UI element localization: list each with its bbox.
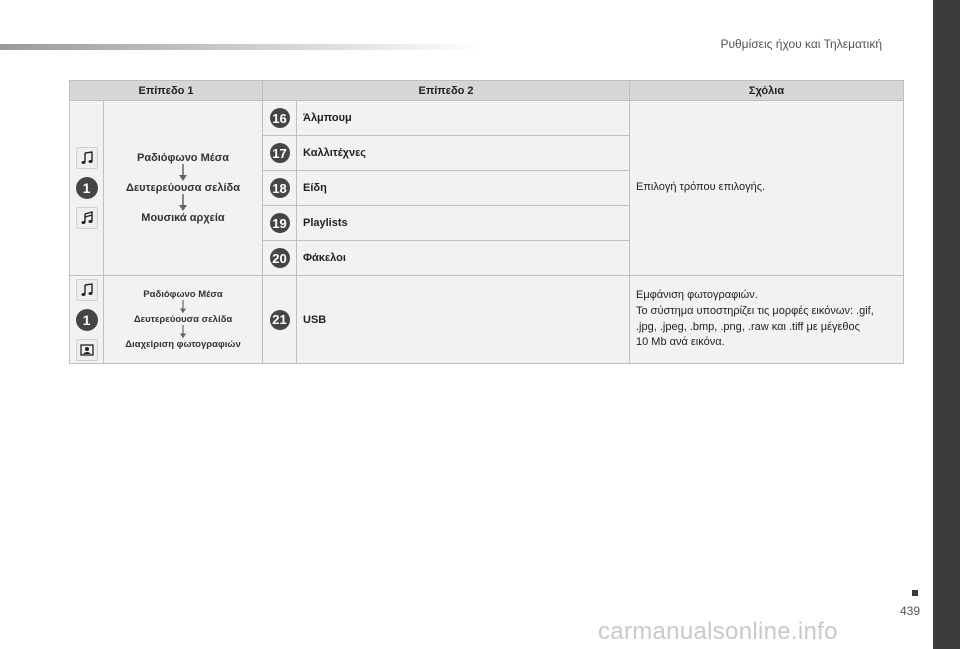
row-number-badge: 16	[270, 108, 290, 128]
row-number-badge: 17	[270, 143, 290, 163]
table-row	[70, 101, 904, 136]
level2-label: Άλμπουμ	[297, 101, 630, 136]
group2-level1-cell	[104, 276, 263, 364]
table-row	[70, 276, 904, 364]
section-title: Ρυθμίσεις ήχου και Τηλεματική	[720, 37, 882, 51]
comment-line: Εμφάνιση φωτογραφιών.	[636, 288, 758, 301]
photo-icon	[76, 339, 98, 361]
menu-path-step: Ραδιόφωνο Μέσα	[136, 152, 229, 164]
row-number-cell	[263, 101, 297, 136]
level2-label: Playlists	[297, 206, 630, 241]
menu-path-step: Ραδιόφωνο Μέσα	[143, 289, 223, 300]
page-marker	[912, 590, 918, 596]
row-number-cell	[263, 136, 297, 171]
arrow-down-icon	[178, 194, 188, 212]
row-number-cell	[263, 206, 297, 241]
row-number-cell	[263, 241, 297, 276]
group2-icon-cell	[70, 276, 104, 364]
row-number-badge: 21	[270, 310, 290, 330]
group1-icon-cell	[70, 101, 104, 276]
column-header-level2: Επίπεδο 2	[263, 81, 630, 101]
column-header-comments: Σχόλια	[630, 81, 904, 101]
menu-path	[104, 152, 262, 224]
page-edge-strip	[933, 0, 960, 649]
row-number-badge: 19	[270, 213, 290, 233]
comment-line: .jpg, .jpeg, .bmp, .png, .raw και .tiff με μέγεθος	[636, 320, 860, 333]
menu-path-step: Δευτερεύουσα σελίδα	[133, 314, 233, 325]
comment-cell	[630, 276, 904, 364]
comment-cell: Επιλογή τρόπου επιλογής.	[630, 101, 904, 276]
row-number-cell	[263, 276, 297, 364]
menu-path-step: Μουσικά αρχεία	[141, 212, 225, 224]
watermark-text: carmanualsonline.info	[598, 618, 838, 645]
settings-table	[69, 80, 904, 364]
comment-line: 10 Mb ανά εικόνα.	[636, 336, 725, 349]
menu-path-step: Διαχείριση φωτογραφιών	[125, 339, 241, 350]
arrow-down-icon	[178, 164, 188, 182]
column-header-level1: Επίπεδο 1	[70, 81, 263, 101]
level2-label: Φάκελοι	[297, 241, 630, 276]
table-header-row	[70, 81, 904, 101]
level2-label: USB	[297, 276, 630, 364]
row-number-cell	[263, 171, 297, 206]
row-number-badge: 18	[270, 178, 290, 198]
step-number-badge: 1	[76, 309, 98, 331]
music-note-icon	[76, 147, 98, 169]
level2-label: Καλλιτέχνες	[297, 136, 630, 171]
header-decorative-bar	[0, 44, 480, 50]
menu-path-step: Δευτερεύουσα σελίδα	[126, 182, 240, 194]
page-number: 439	[900, 604, 921, 618]
step-number-badge: 1	[76, 177, 98, 199]
level2-label: Είδη	[297, 171, 630, 206]
arrow-down-icon	[178, 300, 188, 314]
comment-line: Το σύστημα υποστηρίζει τις μορφές εικόνων: .gif,	[636, 304, 874, 317]
row-number-badge: 20	[270, 248, 290, 268]
group1-level1-cell	[104, 101, 263, 276]
arrow-down-icon	[178, 325, 188, 339]
music-note-icon	[76, 279, 98, 301]
music-notes-icon	[76, 207, 98, 229]
menu-path	[104, 289, 262, 350]
